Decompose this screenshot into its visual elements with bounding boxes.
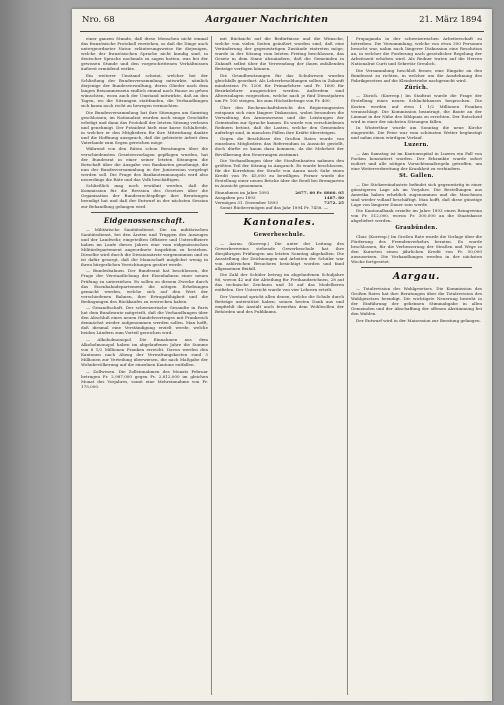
divider — [91, 212, 198, 213]
paragraph: Ein weiterer Umstand scheint, welcher bei der Schließung der Bundesversammlung mitwirkte, nämlich derjenige der Bundesverwaltung, deren Glieder nach dem langen Beisammensein endlich einmal nach Hause zu gehen wünschten, wozu auch der Umstand mitwirkte, daß an den Tagen, wo die Sitzungen stattfanden, die Verhandlungen sich kaum noch recht zu bewegen vermochten. — [81, 72, 208, 109]
paragraph: — Alkoholmonopol. Die Einnahmen aus dem Alkoholmonopol haben im abgelaufenen Jahre die Summe von 6 1/2 Millionen Franken erreicht. Davon werden den Kantonen nach Abzug der Verwaltungskosten rund 5 Millionen zur Verteilung überwiesen, die nach Maßgabe der Wohnbevölkerung auf die einzelnen Kantone entfallen. — [81, 337, 208, 368]
newspaper-page — [72, 9, 492, 701]
column-divider — [211, 36, 212, 695]
paragraph: — Militärische Sanitätsdienst. Die im militärischen Sanitätsdienst, bei den Ärzten und Truppen des Auszuges und der Landwehr, eingeteilten Offiziere und Unteroffiziere haben im Laufe dieses Jahres eine vom eidgenössischen Militärdepartement angeordnete Inspektion zu bestehen. Dieselbe wird durch die Divisionsärzte vorgenommen und es ist dafür gesorgt, daß die Mannschaft möglichst wenig in ihren bürgerlichen Verrichtungen gestört werde. — [81, 226, 208, 267]
paragraph: Während von den Räten schon Beratungen über die verschiedensten Gesetzesvorlagen gepflogen wurden, hat der Bundesrat in einer seiner letzten Sitzungen die Botschaft über die Ausgabe von Banknoten genehmigt, die nun der Bundesversammlung in der Junisession vorgelegt werden soll. Die Frage des Banknotenmonopols wird also neuerdings die Räte und das Volk beschäftigen. — [81, 146, 208, 182]
account-value: 2677. 60 Fr. 8860. 05 — [295, 189, 344, 195]
column-3 — [351, 36, 482, 695]
paragraph: Die Bundesversammlung hat ihre Sitzungen am Samstag geschlossen; im Nationalrat wurden noch einige Geschäfte erledigt und dann das Protokoll der letzten Sitzung verlesen und genehmigt. Der Präsident hielt eine kurze Schlußrede, in welcher er den Mitgliedern für ihre Mitwirkung dankte und die Hoffnung aussprach, daß die geleistete Arbeit dem Vaterlande zum Segen gereichen möge. — [81, 109, 208, 145]
paragraph: Die Grundbesitzungen für das Schulwesen wurden gleichfalls geordnet. Als Lehrerbesoldungen sollen in Zukunft mindestens Fr. 1200 für Primarlehrer und Fr. 1600 für Bezirkslehrer ausgerichtet werden. Außerdem sind Alterszulagen vorgesehen, welche nach je fünf Dienstjahren um Fr. 100 steigen, bis zum Höchstbetrage von Fr. 400. — [215, 72, 344, 104]
paragraph: — Zürich. (Korresp.) Im Stadtrat wurde die Frage der Erstellung eines neuen Schlachthauses besprochen. Die Kosten werden auf etwa 1 1/2 Millionen Franken veranschlagt. Die Kommission beantragt, die Baute an der Limmat in der Nähe des Sihlquais zu errichten. Der Entscheid wird in einer der nächsten Sitzungen fallen. — [351, 93, 482, 124]
subsection-heading: Graubünden. — [395, 225, 438, 232]
issue-date: 21. März 1894 — [419, 15, 482, 25]
paragraph: Die Verhandlungen über die Straßenbauten nahmen den größten Teil der Sitzung in Anspruch. Es wurde beschlossen, für die Korrektion der Straße von Aarau nach Suhr einen Kredit von Fr. 45,000 zu bewilligen. Ferner wurde die Erstellung einer neuen Brücke über die Reuß bei Bremgarten in Aussicht genommen. — [215, 158, 344, 189]
account-value: 7372. 25 — [324, 199, 344, 205]
subsection-heading: Luzern. — [404, 142, 429, 149]
paragraph: Propaganda in der schweizerischen Arbeiterschaft zu betreiben. Die Versammlung, welche von etwa 300 Personen besucht war, nahm nach längerer Diskussion eine Resolution an, in welcher die Forderung nach gesetzlicher Regelung der Arbeitszeit erhoben wird. Als Redner traten auf die Herren Nationalrat Curti und Sekretär Greulich. — [351, 36, 482, 67]
paragraph: — Aarau. (Korresp.) Die unter der Leitung des Gewerbevereins stehende Gewerbeschule hat ihre diesjährigen Prüfungen am letzten Sonntag abgehalten. Die Ausstellung der Zeichnungen und Arbeiten der Schüler war von zahlreichen Besuchern besichtigt worden und fand allgemeinen Beifall. — [215, 240, 344, 271]
paragraph: — Bundesbahnen. Der Bundesrat hat beschlossen, die Frage der Verstaatlichung der Eisenbahnen einer neuen Prüfung zu unterziehen. Es sollen zu diesem Zwecke durch das Eisenbahndepartement die nötigen Erhebungen gemacht werden, welche sich auf den Wert der verschiedenen Bahnen, ihre Ertragsfähigkeit und die Bedingungen des Rückkaufes zu erstrecken haben. — [81, 268, 208, 304]
paragraph: Die Zahl der Schüler betrug im abgelaufenen Schuljahre 86, wovon 42 auf die Abteilung für Freihandzeichnen, 28 auf das technische Zeichnen und 16 auf das Modellieren entfielen. Der Unterricht wurde von vier Lehrern erteilt. — [215, 272, 344, 293]
paragraph: — Totalrevision des Wahlgesetzes. Die Kommission des Großen Rates hat ihre Beratungen über die Totalrevision des Wahlgesetzes beendigt. Die wichtigste Neuerung besteht in der Einführung der geheimen Stimmabgabe in allen Gemeinden und der Abschaffung der offenen Abstimmung bei den Wahlen. — [351, 286, 482, 317]
column-divider — [347, 36, 348, 695]
account-label: Vermögen 31. Dezember 1893 — [215, 199, 278, 205]
column-2 — [215, 36, 344, 695]
paragraph: einer ganzen Stunde, daß diese Menschen nicht einmal das französische Protokoll verstehen, so daß die Dinge auch untergeordneter Natur, erläuterungsweise für diejenigen, welche der französischen Sprache nicht kundig sind, in deutscher Sprache nochmals zu sagen hatten, was bei der gewissen Stunde und den vorgeschrittenen Verhältnissen äußerst ermüdend wirkte. — [81, 36, 208, 72]
issue-number: Nro. 68 — [82, 15, 115, 25]
subsection-heading: Gewerbeschule. — [253, 232, 306, 239]
paragraph: mit Rücksicht auf die Bedürfnisse und die Wünsche, welche von vielen Seiten geäußert worden sind, daß eine Veränderung der gegenwärtigen Zustände eintreten möge, wurde in der Sitzung vom letzten Freitag beschlossen, das Gesetz in dem Sinne abzuändern, daß die Gemeinden in Zukunft selbst über die Verwendung der ihnen zufallenden Beiträge verfügen können. — [215, 36, 344, 72]
paragraph: Chur. (Korresp.) Im Großen Rate wurde die Vorlage über die Förderung des Fremdenverkehrs beraten. Es wurde beschlossen, für die Verbesserung der Straßen und Wege in den Kurorten einen jährlichen Kredit von Fr. 50,000 auszusetzen. Die Verhandlungen werden in der nächsten Woche fortgesetzt. — [351, 233, 482, 265]
paragraph: Somit Rückvermögen auf das Jahr 1894 Fr. 7458. — — [220, 205, 329, 210]
account-label: Einnahmen im Jahre 1893 — [215, 189, 270, 195]
divider — [225, 213, 334, 214]
paragraph: — Gesandtschaft. Der schweizerische Gesandte in Paris hat dem Bundesrate mitgeteilt, daß die Verhandlungen über den Abschluß eines neuen Handelsvertrages mit Frankreich demnächst wieder aufgenommen werden sollen. Man hofft, daß diesmal eine Verständigung erzielt werde, welche beiden Ländern zum Vorteil gereichen wird. — [81, 305, 208, 336]
paragraph: — Am Samstag ist im Kantonsspital in Luzern ein Fall von Pocken konstatiert worden. Der Erkrankte wurde sofort isoliert und alle nötigen Vorsichtsmaßregeln getroffen, um eine Weiterverbreitung der Krankheit zu verhindern. — [351, 150, 482, 171]
section-heading: Aargau. — [392, 271, 441, 283]
page-edge-shadow — [482, 9, 492, 701]
newspaper-title: Aargauer Nachrichten — [205, 14, 329, 25]
section-heading: Eidgenossenschaft. — [103, 215, 186, 225]
paragraph: Gegen die Beschlüsse des Großen Rates wurde von einzelnen Mitgliedern das Referendum in Aussicht gestellt, doch dürfte es kaum dazu kommen, da die Mehrheit der Bevölkerung den Neuerungen zustimmt. — [215, 136, 344, 157]
page-header — [82, 14, 482, 30]
divider — [361, 267, 472, 268]
subsection-heading: St. Gallen. — [399, 173, 434, 180]
section-heading: Kantonales. — [243, 217, 316, 229]
column-1 — [81, 36, 208, 695]
paragraph: Die Kantonalbank erzielte im Jahre 1893 einen Reingewinn von Fr. 512,000, wovon Fr. 300,000 an die Staatskasse abgeliefert werden. — [351, 208, 482, 224]
paragraph: — Zollwesen. Die Zolleinnahmen des Monats Februar betrugen Fr. 2,987,000 gegen Fr. 2,812,000 im gleichen Monat des Vorjahres, somit eine Mehreinnahme von Fr. 175,000. — [81, 368, 208, 389]
paragraph: Über den Rechenschaftsbericht des Regierungsrates entspann sich eine längere Diskussion, wobei besonders die Verwaltung des Armenwesens und die Leistungen der Gemeinden zur Sprache kamen. Es wurde von verschiedenen Rednern betont, daß die Lasten, welche den Gemeinden auferlegt sind, in manchen Fällen ihre Kräfte übersteigen. — [215, 104, 344, 135]
paragraph: In Winterthur wurde am Sonntag die neue Kirche eingeweiht. Die Feier war vom schönsten Wetter begünstigt und nahm einen würdigen Verlauf. — [351, 125, 482, 141]
paragraph: Der Entwurf wird in der Maisession zur Beratung gelangen. — [356, 317, 481, 323]
subsection-heading: Zürich. — [404, 84, 429, 91]
paragraph: Schließlich mag noch erwähnt werden, daß die Kommission für die Revision des Gesetzes über die Organisation der Bundesrechtspflege ihre Beratungen beendigt hat und daß der Entwurf in der nächsten Session zur Behandlung gelangen wird. — [81, 183, 208, 209]
header-rule — [80, 31, 484, 32]
paragraph: Die Versammlung beschloß ferner, eine Eingabe an den Bundesrat zu richten, in welcher um die Ausdehnung des Fabrikgesetzes auf die Kleinbetriebe nachgesucht wird. — [351, 67, 482, 83]
paragraph: — Die Stickereiindustrie befindet sich gegenwärtig in einer günstigeren Lage als im Vorjahre. Die Bestellungen aus Amerika haben erheblich zugenommen und die Maschinen sind wieder vollauf beschäftigt. Man hofft, daß diese günstige Lage von längerer Dauer sein werde. — [351, 181, 482, 207]
account-value: 1487. 80 — [324, 194, 344, 200]
account-label: Ausgaben pro 1893 — [215, 194, 256, 200]
paragraph: Der Vorstand spricht allen denen, welche die Schule durch Beiträge unterstützt haben, seinen besten Dank aus und empfiehlt die Anstalt auch fernerhin dem Wohlwollen der Behörden und des Publikums. — [215, 294, 344, 315]
